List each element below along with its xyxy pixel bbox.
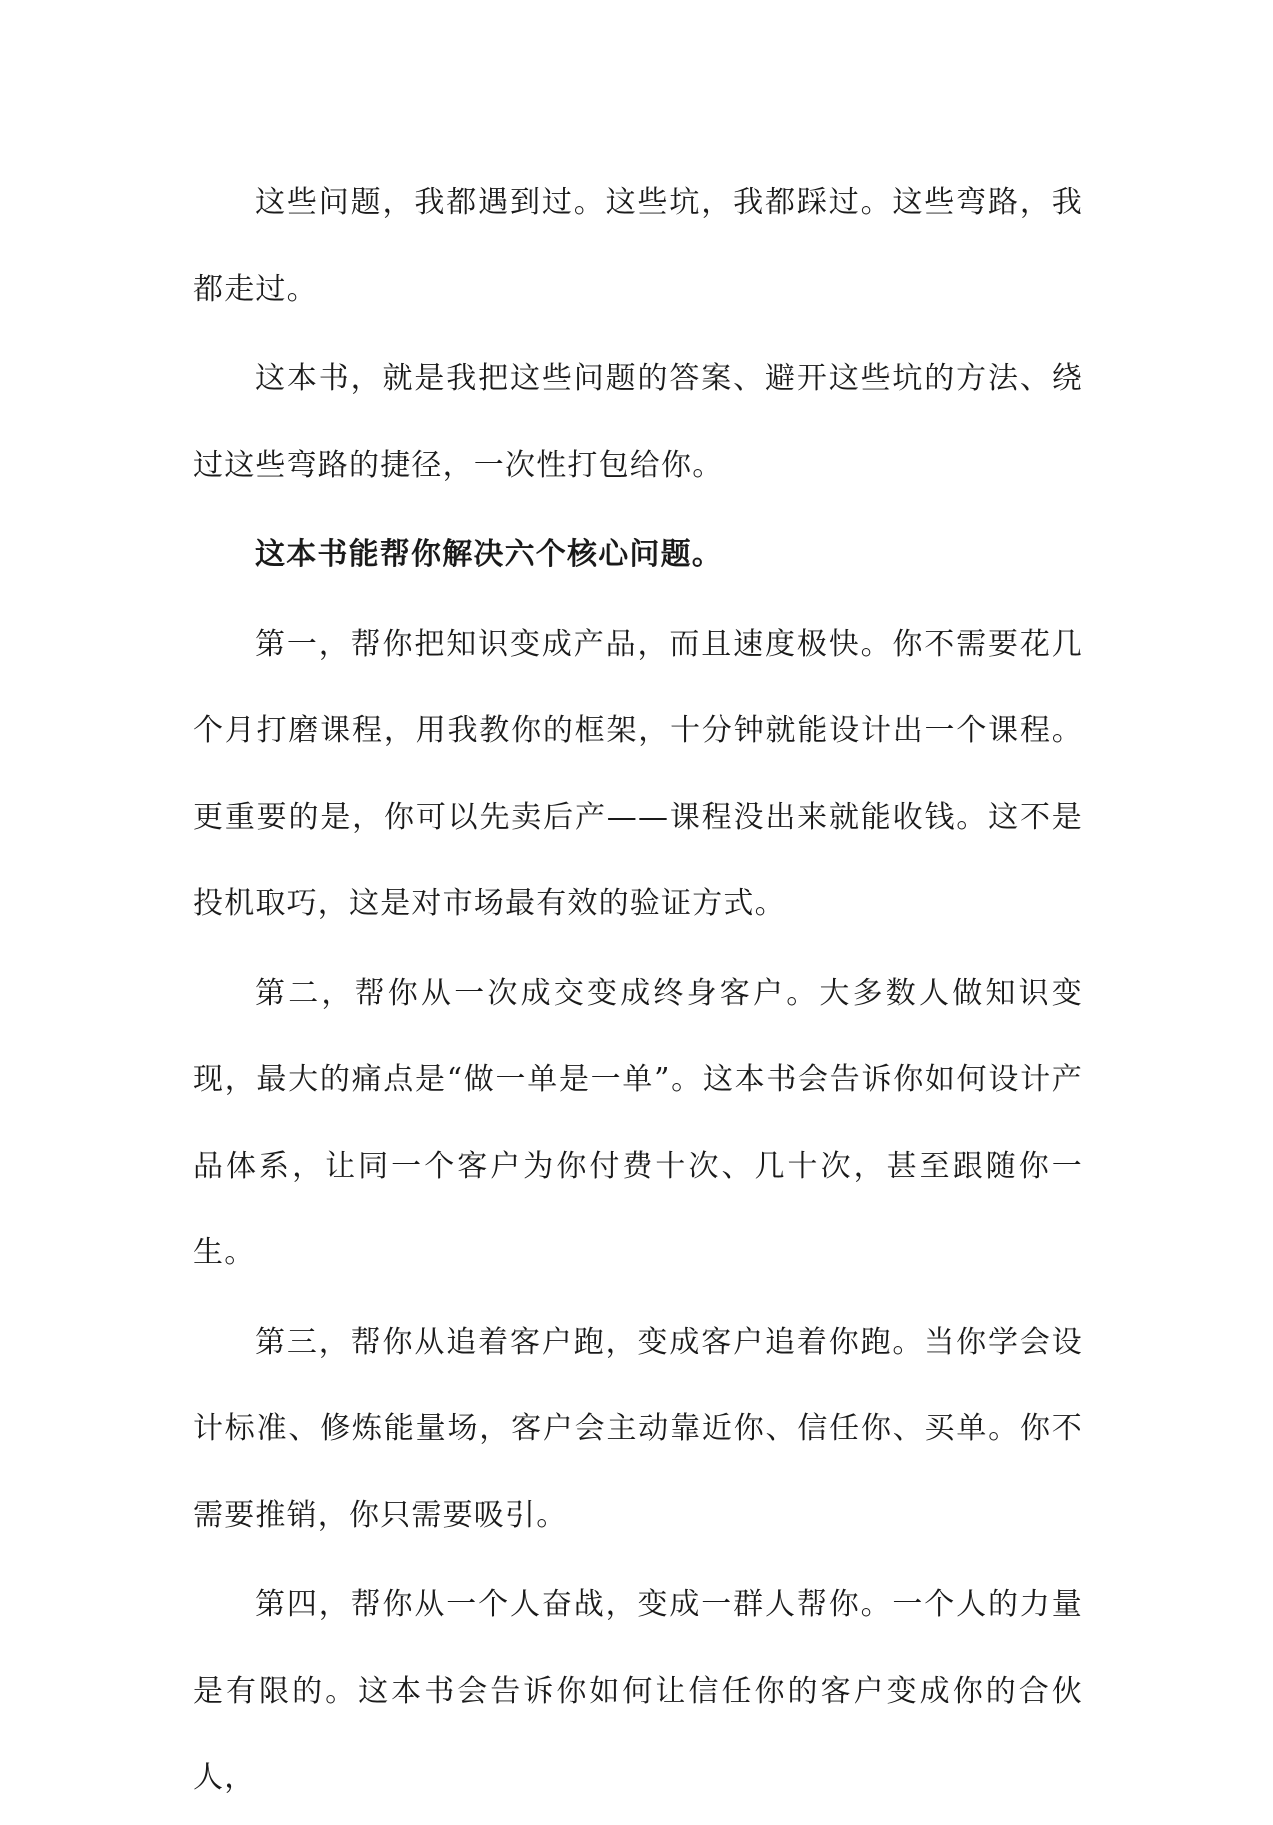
paragraph-six-core-problems-heading: 这本书能帮你解决六个核心问题。 (255, 537, 723, 572)
paragraph-point-one: 第一，帮你把知识变成产品，而且速度极快。你不需要花几个月打磨课程，用我教你的框架，十分钟就能设计出一个课程。更重要的是，你可以先卖后产——课程没出来就能收钱。这不是投机取巧，这是对市场最有效的验证方式。 (193, 626, 1083, 921)
paragraph-point-four: 第四，帮你从一个人奋战，变成一群人帮你。一个人的力量是有限的。这本书会告诉你如何让信任你的客户变成你的合伙人， (193, 1587, 1083, 1795)
paragraph-point-three: 第三，帮你从追着客户跑，变成客户追着你跑。当你学会设计标准、修炼能量场，客户会主动靠近你、信任你、买单。你不需要推销，你只需要吸引。 (193, 1324, 1083, 1533)
document-body (193, 160, 1083, 1825)
paragraph-problems-encountered: 这些问题，我都遇到过。这些坑，我都踩过。这些弯路，我都走过。 (193, 185, 1083, 307)
paragraph-book-purpose: 这本书，就是我把这些问题的答案、避开这些坑的方法、绕过这些弯路的捷径，一次性打包给你。 (193, 361, 1083, 483)
paragraph-point-two: 第二，帮你从一次成交变成终身客户。大多数人做知识变现，最大的痛点是“做一单是一单”。这本书会告诉你如何设计产品体系，让同一个客户为你付费十次、几十次，甚至跟随你一生。 (193, 975, 1083, 1270)
